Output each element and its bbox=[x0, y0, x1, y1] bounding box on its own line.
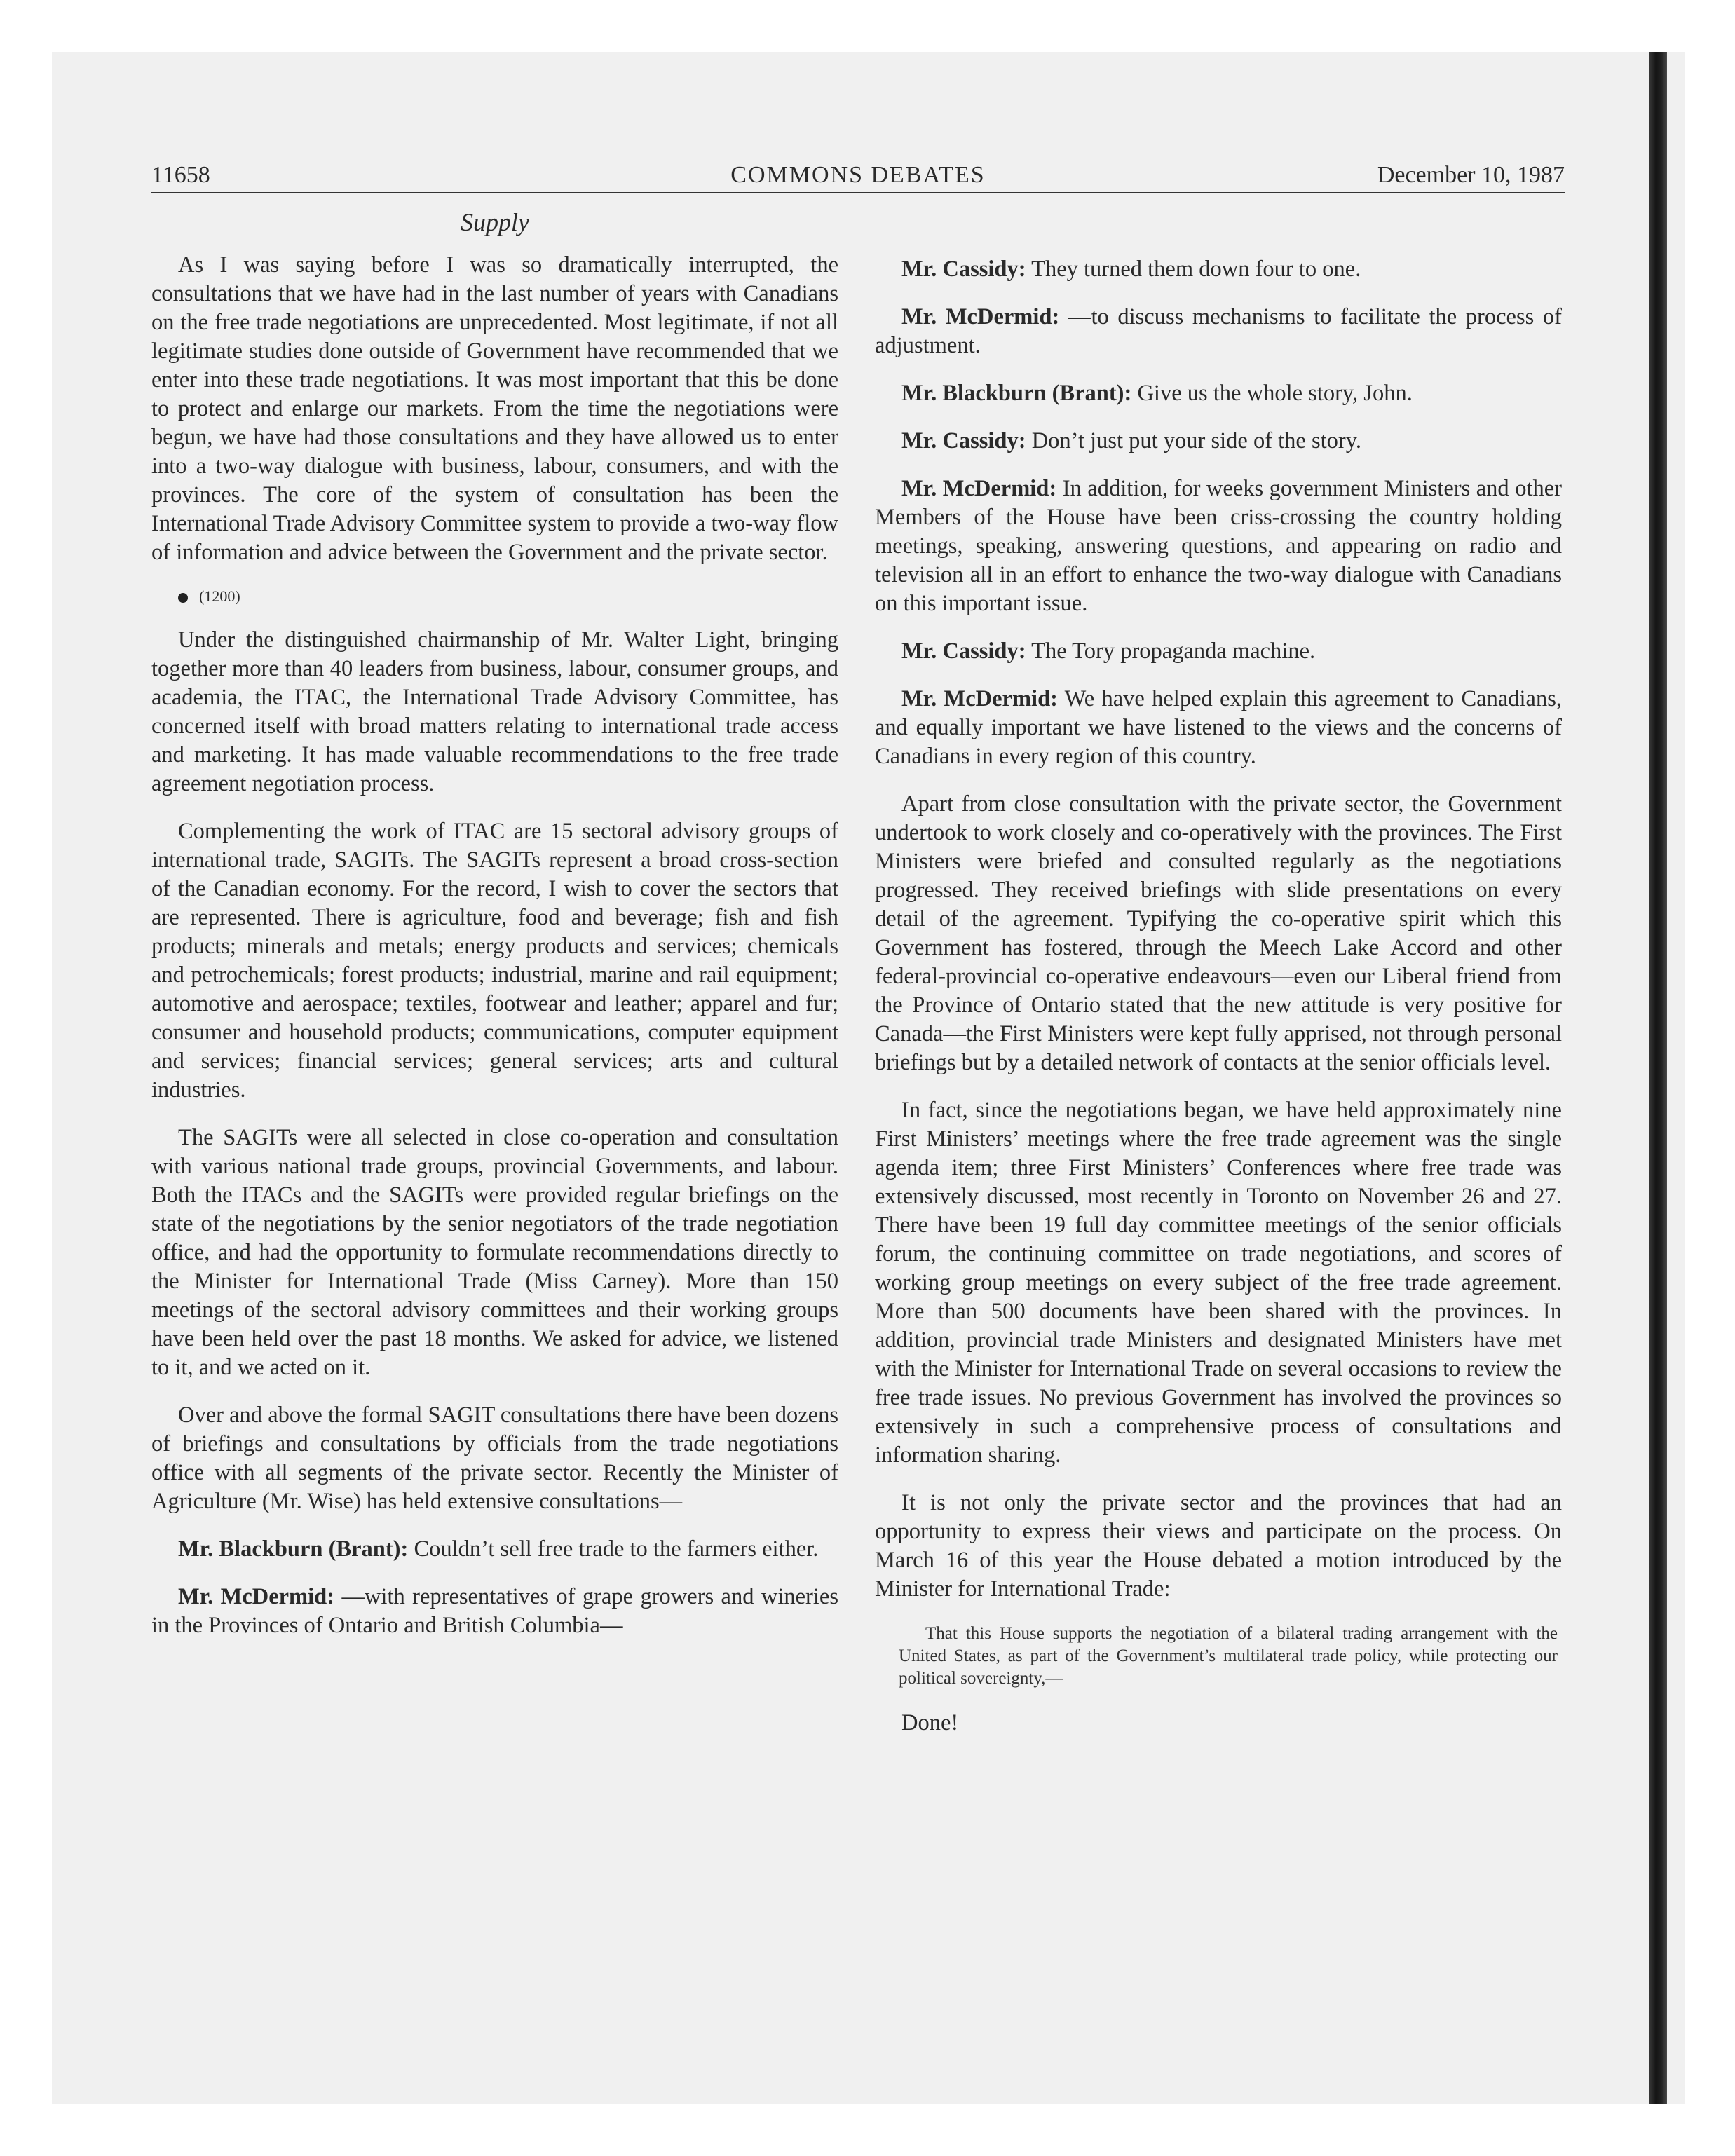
speech-text: —with representatives of grape growers and wineries in the Provinces of Ontario and British Columbia— bbox=[151, 1584, 838, 1638]
paragraph: In fact, since the negotiations began, we have held approximately nine First Ministers’ meetings where the free trade agreement was the single agenda item; three First Ministers’ Conferences where free trade was extensively discussed, most recently in Toronto on November 26 and 27. There have been 19 full day committee meetings of the senior officials forum, the continuing committee on trade negotiations, and scores of working group meetings on every subject of the free trade agreement. More than 500 documents have been shared with the provinces. In addition, provincial trade Ministers and designated Ministers have met with the Minister for International Trade on several occasions to review the free trade issues. No previous Government has involved the provinces so extensively in such a comprehensive process of consultations and information sharing. bbox=[875, 1098, 1562, 1468]
left-column bbox=[151, 251, 838, 1659]
intervention bbox=[875, 427, 1562, 456]
speech-text: The Tory propaganda machine. bbox=[1026, 639, 1316, 664]
speech-text: —to discuss mechanisms to facilitate the process of adjustment. bbox=[875, 304, 1562, 358]
page-edge-shadow bbox=[1649, 52, 1667, 2104]
right-column bbox=[875, 255, 1562, 1756]
page-number: 11658 bbox=[151, 162, 210, 188]
bullet-icon bbox=[178, 593, 188, 603]
intervention bbox=[151, 1535, 838, 1564]
paragraph: Under the distinguished chairmanship of Mr. Walter Light, bringing together more than 40 leaders from business, labour, consumer groups, and academia, the ITAC, the International Trade Advisory Committee, has concerned itself with broad matters relating to international trade access and marketing. It has made valuable recommendations to the free trade agreement negotiation process. bbox=[151, 627, 838, 796]
speech-text: We have helped explain this agreement to Canadians, and equally important we have listened to the views and the concerns of Canadians in every region of this country. bbox=[875, 686, 1562, 769]
header-date: December 10, 1987 bbox=[1377, 162, 1565, 188]
section-title: Supply bbox=[461, 208, 529, 236]
speaker-name: Mr. Cassidy: bbox=[901, 257, 1026, 282]
quoted-motion: That this House supports the negotiation of a bilateral trading arrangement with the United States, as part of the Government’s multilateral trade policy, while protecting our political sovereignty,— bbox=[899, 1624, 1558, 1688]
intervention bbox=[875, 475, 1562, 618]
intervention bbox=[875, 637, 1562, 666]
speaker-name: Mr. Blackburn (Brant): bbox=[901, 381, 1132, 406]
intervention bbox=[875, 255, 1562, 284]
speech-text: Don’t just put your side of the story. bbox=[1026, 428, 1362, 453]
paragraph: Over and above the formal SAGIT consultations there have been dozens of briefings and consultations by officials from the trade negotiations office with all segments of the private sector. Recently the Minister of Agriculture (Mr. Wise) has held extensive consultations— bbox=[151, 1403, 838, 1514]
paragraph: It is not only the private sector and the provinces that had an opportunity to express their views and participate on the process. On March 16 of this year the House debated a motion introduced by the Minister for International Trade: bbox=[875, 1490, 1562, 1602]
intervention bbox=[875, 685, 1562, 771]
speech-text: Couldn’t sell free trade to the farmers either. bbox=[408, 1536, 819, 1562]
speaker-name: Mr. McDermid: bbox=[901, 686, 1058, 711]
speaker-name: Mr. McDermid: bbox=[901, 476, 1057, 501]
publication-title: COMMONS DEBATES bbox=[730, 162, 986, 188]
closing-remark: Done! bbox=[901, 1710, 959, 1735]
time-marker bbox=[151, 586, 838, 607]
paragraph: Complementing the work of ITAC are 15 sectoral advisory groups of international trade, SAGITs. The SAGITs represent a broad cross-section of the Canadian economy. For the record, I wish to cover the sectors that are represented. There is agriculture, food and beverage; fish and fish products; minerals and metals; energy products and services; chemicals and petrochemicals; forest products; industrial, marine and rail equipment; automotive and aerospace; textiles, footwear and leather; apparel and fur; consumer and household products; communications, computer equipment and services; financial services; general services; arts and cultural industries. bbox=[151, 819, 838, 1103]
intervention bbox=[875, 303, 1562, 360]
time-marker-text: (1200) bbox=[199, 587, 240, 605]
speaker-name: Mr. Cassidy: bbox=[901, 639, 1026, 664]
speech-text: Give us the whole story, John. bbox=[1131, 381, 1413, 406]
speech-text: In addition, for weeks government Ministers and other Members of the House have been criss-crossing the country holding meetings, speaking, answering questions, and appearing on radio and television all in an effort to enhance the two-way dialogue with Canadians on this important issue. bbox=[875, 476, 1562, 616]
speaker-name: Mr. McDermid: bbox=[901, 304, 1060, 329]
speech-text: They turned them down four to one. bbox=[1026, 257, 1361, 282]
paragraph: As I was saying before I was so dramatically interrupted, the consultations that we have had in the last number of years with Canadians on the free trade negotiations are unprecedented. Most legitimate, if not all legitimate studies done outside of Government have recommended that we enter into these trade negotiations. It was most important that this be done to protect and enlarge our markets. From the time the negotiations were begun, we have had those consultations and they have allowed us to enter into a two-way dialogue with business, labour, consumers, and with the provinces. The core of the system of consultation has been the International Trade Advisory Committee system to provide a two-way flow of information and advice between the Government and the private sector. bbox=[151, 252, 838, 565]
speaker-name: Mr. Blackburn (Brant): bbox=[178, 1536, 409, 1562]
running-header bbox=[151, 161, 1565, 193]
intervention bbox=[151, 1583, 838, 1640]
paragraph: The SAGITs were all selected in close co-operation and consultation with various national trade groups, provincial Governments, and labour. Both the ITACs and the SAGITs were provided regular briefings on the state of the negotiations by the senior negotiators of the trade negotiation office, and had the opportunity to formulate recommendations directly to the Minister for International Trade (Miss Carney). More than 150 meetings of the sectoral advisory committees and their working groups have been held over the past 18 months. We asked for advice, we listened to it, and we acted on it. bbox=[151, 1125, 838, 1380]
intervention bbox=[875, 379, 1562, 408]
paragraph: Apart from close consultation with the private sector, the Government undertook to work closely and co-operatively with the provinces. The First Ministers were briefed and consulted regularly as the negotiations progressed. They received briefings with slide presentations on every detail of the agreement. Typifying the co-operative spirit which this Government has fostered, through the Meech Lake Accord and other federal-provincial co-operative endeavours—even our Liberal friend from the Province of Ontario stated that the new attitude is very positive for Canada—the First Ministers were kept fully apprised, not through personal briefings but by a detailed network of contacts at the senior officials level. bbox=[875, 791, 1562, 1075]
speaker-name: Mr. McDermid: bbox=[178, 1584, 335, 1609]
speaker-name: Mr. Cassidy: bbox=[901, 428, 1026, 453]
